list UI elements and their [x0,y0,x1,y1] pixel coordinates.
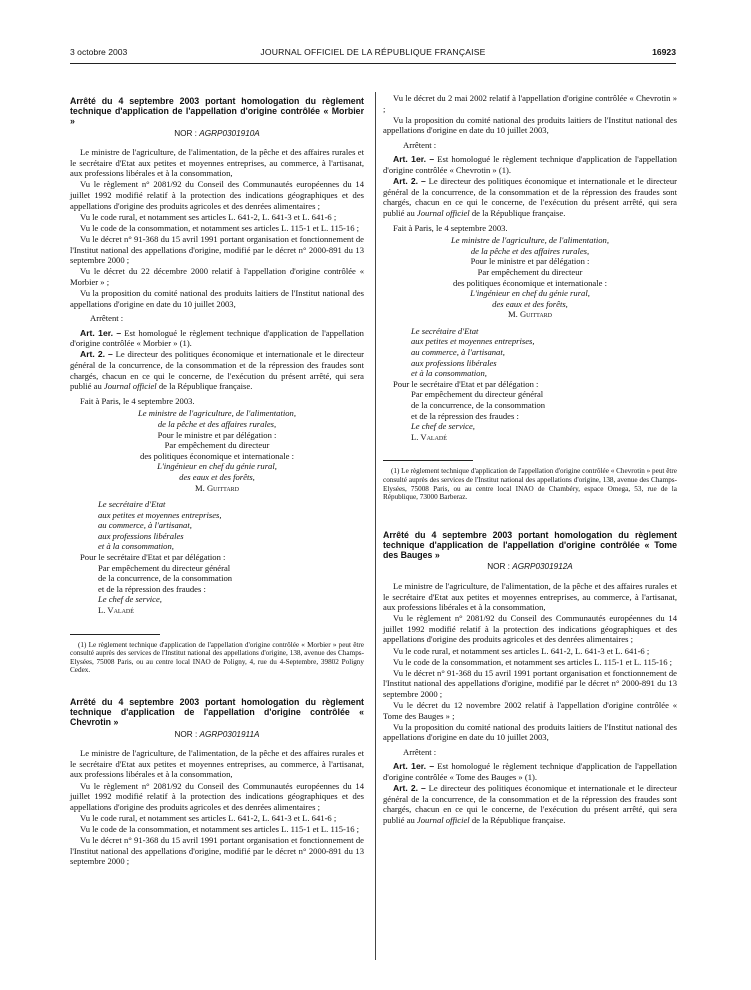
visa-paragraph: Vu le décret du 12 novembre 2002 relatif à l'appellation d'origine contrôlée « Tome des Bauges » ; [383,700,677,721]
visa-paragraph: Vu la proposition du comité national des produits laitiers de l'Institut national des appellations d'origine en date du 10 juillet 2003, [383,114,677,136]
article-1-text: Est homologué le règlement technique d'application de l'appellation d'origine contrôlée « Chevrotin » (1). [383,154,677,176]
footnote-rule [70,634,160,635]
sig-line: Le chef de service, [98,594,162,605]
visa-paragraph: Vu le décret n° 91-368 du 15 avril 1991 portant organisation et fonctionnement de l'Institut national des appellations d'origine, modifié par le décret n° 2000-891 du 13 septembre 2000 ; [70,834,364,867]
sig-line: aux petites et moyennes entreprises, [411,336,535,347]
sig-line: de la pêche et des affaires rurales, [470,245,590,256]
sig-line: et de la répression des fraudes : [98,583,206,594]
sig-line: L'ingénieur en chef du génie rural, [470,288,590,299]
sig-line: aux petites et moyennes entreprises, [98,509,222,520]
nor-code: AGRP0301912A [512,562,573,572]
visa-paragraph: Vu le décret du 22 décembre 2000 relatif à l'appellation d'origine contrôlée « Morbier » ; [70,266,364,287]
visa-paragraph: Vu le règlement n° 2081/92 du Conseil des Communautés européennes du 14 juillet 1992 modifié relatif à la protection des indications géographiques et des appellations d'origine des produits agricoles et des denrées alimentaires ; [383,613,677,645]
decree-intro: Le ministre de l'agriculture, de l'alimentation, de la pêche et des affaires rurales et le secrétaire d'Etat aux petites et moyennes entreprises, au commerce, à l'artisanat, aux professions libérales et à la consommation, [70,147,364,179]
sig-line: et de la répression des fraudes : [411,410,519,421]
article-2-label: Art. 2. – [393,176,426,187]
article-1-label: Art. 1er. – [393,154,435,165]
sig-line: Par empêchement du directeur [477,266,583,277]
article-2 [70,349,364,391]
header-date: 3 octobre 2003 [70,47,128,57]
signature-ministre [383,235,677,320]
sig-line: et à la consommation, [98,541,174,552]
footnote: (1) Le règlement technique d'application de l'appellation d'origine contrôlée « Morbier » peut être consulté auprès des services de l'Institut national des appellations d'origine, 138, avenue des Champs-Elysées, 75008 Paris, ou au centre local INAO de Poligny, 4, rue du 4-Septembre, 39802 Poligny Cedex. [70,640,364,675]
article-1 [70,328,364,349]
decree-title: Arrêté du 4 septembre 2003 portant homologation du règlement technique d'application de l'appellation d'origine contrôlée « Chevrotin » [70,697,364,728]
nor-code: AGRP0301911A [199,729,260,739]
nor-reference [383,562,677,573]
visa-paragraph: Vu le décret n° 91-368 du 15 avril 1991 portant organisation et fonctionnement de l'Institut national des appellations d'origine, modifié par le décret n° 2000-891 du 13 septembre 2000 ; [383,667,677,699]
decree-chevrotin-continued [383,93,677,502]
article-2-text: Le directeur des politiques économique et internationale et le directeur général de la concurrence, de la consommation et de la répression des fraudes sont chargés, chacun en ce qui le concerne, de l'exécution du présent arrêté, qui sera publié au [383,176,677,218]
header-page-number: 16923 [652,47,676,57]
signature-ministre [70,408,364,493]
article-2-text: Le directeur des politiques économique et internationale et le directeur général de la concurrence, de la consommation et de la répression des fraudes sont chargés, chacun en ce qui le concerne, de l'exécution du présent arrêté, qui sera publié au [70,349,364,392]
journal-officiel-ref: Journal officiel [416,207,470,218]
visa-paragraph: Vu le règlement n° 2081/92 du Conseil des Communautés européennes du 14 juillet 1992 modifié relatif à la protection des indications géographiques et des appellations d'origine des produits agricoles et des denrées alimentaires ; [70,780,364,812]
sig-line: de la pêche et des affaires rurales, [157,418,277,429]
sig-line: Le secrétaire d'Etat [411,325,479,336]
left-column [70,96,364,867]
sig-line: Pour le ministre et par délégation : [470,256,590,267]
nor-label: NOR : [487,562,510,572]
journal-officiel-ref: Journal officiel [416,814,470,825]
column-divider [375,92,376,960]
visa-paragraph: Vu le code rural, et notamment ses articles L. 641-2, L. 641-3 et L. 641-6 ; [393,645,650,656]
decree-intro: Le ministre de l'agriculture, de l'alimentation, de la pêche et des affaires rurales et le secrétaire d'Etat aux petites et moyennes entreprises, au commerce, à l'artisanat, aux professions libérales et à la consommation, [383,580,677,613]
signatory-name: L. Valadé [98,605,134,616]
signature-secretaire [383,326,677,443]
article-1-label: Art. 1er. – [393,761,435,772]
article-2 [383,783,677,825]
decree-intro: Le ministre de l'agriculture, de l'alimentation, de la pêche et des affaires rurales et le secrétaire d'Etat aux petites et moyennes entreprises, au commerce, à l'artisanat, aux professions libérales et à la consommation, [70,748,364,780]
sig-line: Le ministre de l'agriculture, de l'alimentation, [451,235,609,246]
nor-reference [70,730,364,741]
decree-tome-des-bauges [383,530,677,826]
sig-line: L'ingénieur en chef du génie rural, [157,461,277,472]
visa-paragraph: Vu le code de la consommation, et notamment ses articles L. 115-1 et L. 115-16 ; [80,222,360,233]
sig-line: au commerce, à l'artisanat, [98,520,192,531]
sig-line: des eaux et des forêts, [179,471,255,482]
header-journal-title: JOURNAL OFFICIEL DE LA RÉPUBLIQUE FRANÇAISE [260,47,486,57]
arretent-label: Arrêtent : [90,313,124,324]
spacer [383,502,677,530]
footnote: (1) Le règlement technique d'application de l'appellation d'origine contrôlée « Chevrotin » peut être consulté auprès des services de l'Institut national des appellations d'origine, 138, avenue des Champs-Elysées, 75008 Paris, ou au centre local INAO de Chambéry, espace Omega, 53, rue de la République, 73000 Barberaz. [383,467,677,502]
journal-officiel-ref: Journal officiel [103,381,157,392]
visa-paragraph: Vu la proposition du comité national des produits laitiers de l'Institut national des appellations d'origine en date du 10 juillet 2003, [383,721,677,743]
visa-paragraph: Vu le code rural, et notamment ses articles L. 641-2, L. 641-3 et L. 641-6 ; [80,211,337,222]
footnote-rule [383,460,473,461]
nor-label: NOR : [174,729,198,739]
visa-paragraph: Vu le code de la consommation, et notamment ses articles L. 115-1 et L. 115-16 ; [393,656,673,667]
arretent-label: Arrêtent : [403,139,437,150]
nor-label: NOR : [174,128,197,138]
spacer [70,675,364,697]
sig-line: Par empêchement du directeur [164,440,270,451]
visa-paragraph: Vu le règlement n° 2081/92 du Conseil des Communautés européennes du 14 juillet 1992 modifié relatif à la protection des indications géographiques et des appellations d'origine des produits agricoles et des denrées alimentaires ; [70,179,364,211]
article-2-end: de la République française. [158,381,253,392]
article-2-label: Art. 2. – [393,783,426,794]
sig-line: aux professions libérales [98,530,184,541]
sig-line: des eaux et des forêts, [492,298,568,309]
sig-line: Pour le secrétaire d'Etat et par délégation : [393,378,539,389]
sig-line: Pour le ministre et par délégation : [157,429,277,440]
decree-chevrotin [70,697,364,867]
sig-line: Le ministre de l'agriculture, de l'alimentation, [138,408,296,419]
sig-line: Le secrétaire d'Etat [98,499,166,510]
decree-title: Arrêté du 4 septembre 2003 portant homologation du règlement technique d'application de l'appellation d'origine contrôlée « Tome des Bauges » [383,529,677,561]
article-2-label: Art. 2. – [80,349,113,360]
sig-line: des politiques économique et internationale : [453,277,607,288]
sig-line: Pour le secrétaire d'Etat et par délégation : [80,552,226,563]
nor-code: AGRP0301910A [199,128,260,138]
article-1 [383,154,677,175]
article-2-end: de la République française. [471,814,566,825]
sig-line: Le chef de service, [411,421,475,432]
fait-a-paris: Fait à Paris, le 4 septembre 2003. [393,222,508,233]
article-1-label: Art. 1er. – [80,327,122,338]
visa-paragraph: Vu le décret n° 91-368 du 15 avril 1991 portant organisation et fonctionnement de l'Institut national des appellations d'origine, modifié par le décret n° 2000-891 du 13 septembre 2000 ; [70,233,364,266]
decree-morbier [70,96,364,675]
nor-reference [70,129,364,140]
article-1 [383,761,677,782]
article-1-text: Est homologué le règlement technique d'application de l'appellation d'origine contrôlée « Tome des Bauges » (1). [383,761,677,783]
sig-line: au commerce, à l'artisanat, [411,347,505,358]
sig-line: et à la consommation, [411,368,487,379]
sig-line: des politiques économique et internationale : [140,450,294,461]
signature-secretaire [70,499,364,616]
visa-paragraph: Vu la proposition du comité national des produits laitiers de l'Institut national des appellations d'origine en date du 10 juillet 2003, [70,287,364,309]
visa-paragraph: Vu le code rural, et notamment ses articles L. 641-2, L. 641-3 et L. 641-6 ; [80,812,337,823]
sig-line: Par empêchement du directeur général [411,389,544,400]
sig-line: de la concurrence, de la consommation [98,573,233,584]
header-rule [70,63,676,64]
visa-paragraph: Vu le décret du 2 mai 2002 relatif à l'appellation d'origine contrôlée « Chevrotin » ; [383,93,677,114]
decree-title: Arrêté du 4 septembre 2003 portant homologation du règlement technique d'application de l'appellation d'origine contrôlée « Morbier » [70,96,364,127]
arretent-label: Arrêtent : [403,746,437,757]
sig-line: Par empêchement du directeur général [98,562,231,573]
article-2-text: Le directeur des politiques économique et internationale et le directeur général de la concurrence, de la consommation et de la répression des fraudes sont chargés, chacun en ce qui le concerne, de l'exécution du présent arrêté, qui sera publié au [383,783,677,825]
article-2-end: de la République française. [471,207,566,218]
fait-a-paris: Fait à Paris, le 4 septembre 2003. [80,395,195,406]
page-header [70,47,676,61]
signatory-name: L. Valadé [411,431,447,442]
signatory-name: M. Guittard [195,482,239,493]
sig-line: de la concurrence, de la consommation [411,400,546,411]
article-2 [383,176,677,218]
sig-line: aux professions libérales [411,357,497,368]
right-column [383,93,677,826]
visa-paragraph: Vu le code de la consommation, et notamment ses articles L. 115-1 et L. 115-16 ; [80,823,360,834]
article-1-text: Est homologué le règlement technique d'application de l'appellation d'origine contrôlée « Morbier » (1). [70,327,364,349]
signatory-name: M. Guittard [508,309,552,320]
